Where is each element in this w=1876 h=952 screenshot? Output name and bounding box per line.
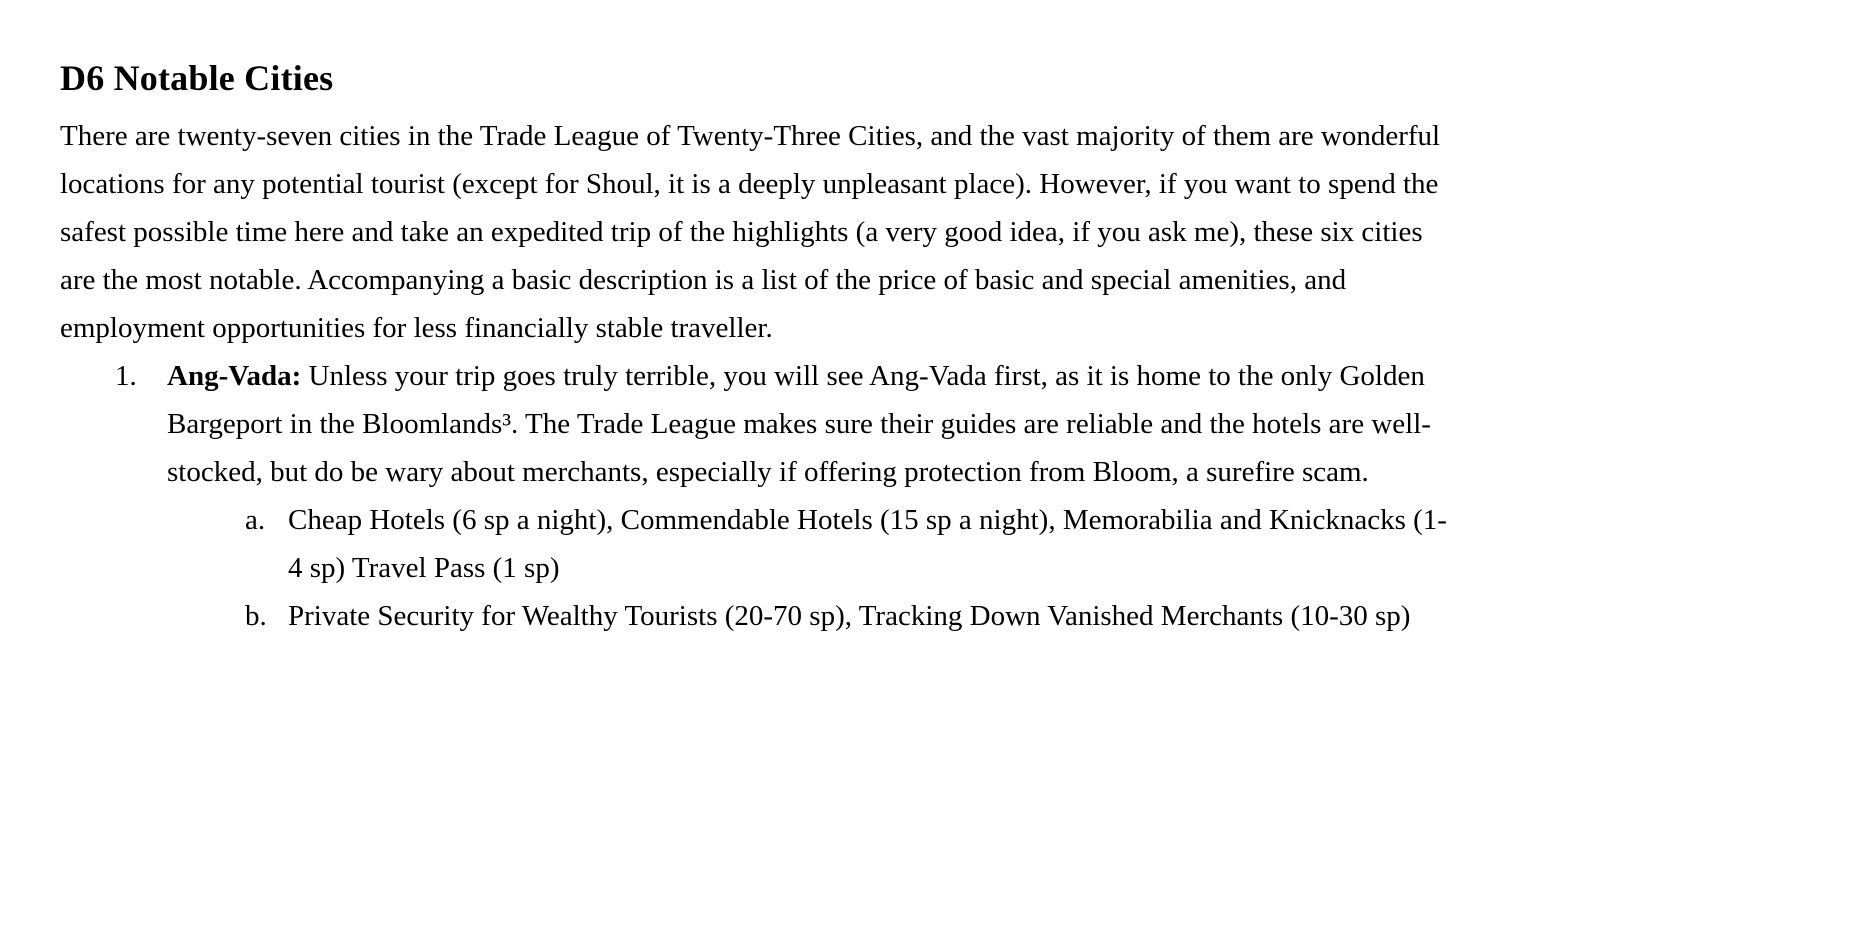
list-item-number: 1. bbox=[115, 360, 137, 392]
list-item-ang-vada bbox=[60, 352, 1452, 496]
employment-opportunities-text: Private Security for Wealthy Tourists (20-70 sp), Tracking Down Vanished Merchants (10-30 sp) bbox=[288, 600, 1411, 632]
city-name: Ang-Vada: bbox=[167, 360, 302, 392]
list-subitem-a bbox=[60, 496, 1452, 592]
text-column bbox=[60, 56, 1452, 640]
list-item-text bbox=[167, 352, 1452, 496]
list-subitem-b bbox=[60, 592, 1452, 640]
city-description: Unless your trip goes truly terrible, you will see Ang-Vada first, as it is home to the only Golden Bargeport in the Bloomlands³. The Trade League makes sure their guides are reliable and the hotels are well-stocked, but do be wary about merchants, especially if offering protection from Bloom, a surefire scam. bbox=[167, 360, 1431, 488]
amenities-prices-text: Cheap Hotels (6 sp a night), Commendable Hotels (15 sp a night), Memorabilia and Knicknacks (1-4 sp) Travel Pass (1 sp) bbox=[288, 504, 1447, 584]
section-heading: D6 Notable Cities bbox=[60, 58, 334, 98]
list-subitem-letter: a. bbox=[245, 504, 266, 536]
intro-paragraph: There are twenty-seven cities in the Trade League of Twenty-Three Cities, and the vast majority of them are wonderful locations for any potential tourist (except for Shoul, it is a deeply unpleasant place). However, if you want to spend the safest possible time here and take an expedited trip of the highlights (a very good idea, if you ask me), these six cities are the most notable. Accompanying a basic description is a list of the price of basic and special amenities, and employment opportunities for less financially stable traveller. bbox=[60, 120, 1441, 344]
list-subitem-letter: b. bbox=[245, 600, 267, 632]
